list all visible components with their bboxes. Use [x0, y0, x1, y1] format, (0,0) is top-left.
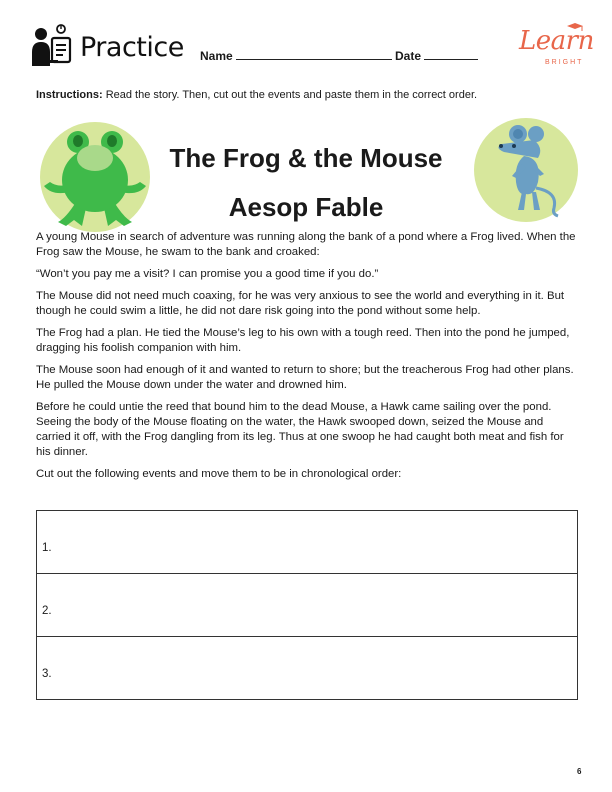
- instructions-text: Read the story. Then, cut out the events and paste them in the correct order.: [105, 89, 478, 101]
- logo-text: Learn: [519, 26, 594, 56]
- event-number: 1.: [42, 542, 52, 554]
- name-label: Name: [200, 49, 233, 63]
- event-number: 3.: [42, 668, 52, 680]
- page-number: 6: [577, 767, 582, 776]
- cut-out-instruction: Cut out the following events and move them to be in chronological order:: [36, 468, 402, 480]
- name-field[interactable]: [200, 49, 392, 63]
- story-paragraph: The Mouse soon had enough of it and wanted to return to shore; but the treacherous Frog had other plans. He pulled the Mouse down under the water and drowned him.: [36, 364, 574, 391]
- story-subtitle: Aesop Fable: [228, 192, 384, 222]
- instructions-label: Instructions:: [36, 89, 103, 101]
- date-label: Date: [395, 49, 422, 63]
- mouse-illustration: [474, 118, 578, 222]
- event-row-1[interactable]: [37, 511, 577, 574]
- frog-icon: [40, 122, 150, 232]
- story-paragraph: A young Mouse in search of adventure was running along the bank of a pond where a Frog lived. When the Frog saw the Mouse, he swam to the bank and croaked:: [36, 231, 576, 258]
- event-row-3[interactable]: [37, 637, 577, 699]
- story-paragraph: The Mouse did not need much coaxing, for he was very anxious to see the world and everything in it. But though he could swim a little, he did not dare risk going into the pond without some help.: [36, 290, 565, 317]
- story-paragraph: The Frog had a plan. He tied the Mouse’s leg to his own with a tough reed. Then into the pond he jumped, dragging his foolish companion with him.: [36, 327, 570, 354]
- section-title: Practice: [80, 32, 184, 63]
- name-blank-line[interactable]: [236, 49, 392, 60]
- date-blank-line[interactable]: [424, 49, 478, 60]
- story-paragraph: “Won’t you pay me a visit? I can promise you a good time if you do.”: [36, 268, 379, 280]
- event-order-table: [36, 510, 578, 700]
- frog-illustration: [40, 122, 150, 232]
- learn-bright-logo: [515, 26, 595, 70]
- logo-subtext: BRIGHT: [545, 59, 584, 66]
- event-number: 2.: [42, 605, 52, 617]
- date-field[interactable]: [395, 49, 478, 63]
- story-paragraph: Before he could untie the reed that bound him to the dead Mouse, a Hawk came sailing over the pond. Seeing the body of the Mouse floating on the water, the Hawk swooped down, seized the Mouse and carried it off, with the Frog dangling from its leg. Thus at one swoop he had caught both meat and fish for his dinner.: [36, 401, 564, 458]
- event-row-2[interactable]: [37, 574, 577, 637]
- practice-icon: [30, 22, 72, 70]
- instructions: [36, 89, 477, 101]
- story-title: The Frog & the Mouse: [169, 143, 443, 173]
- mouse-icon: [474, 118, 578, 222]
- story-text: [36, 230, 578, 489]
